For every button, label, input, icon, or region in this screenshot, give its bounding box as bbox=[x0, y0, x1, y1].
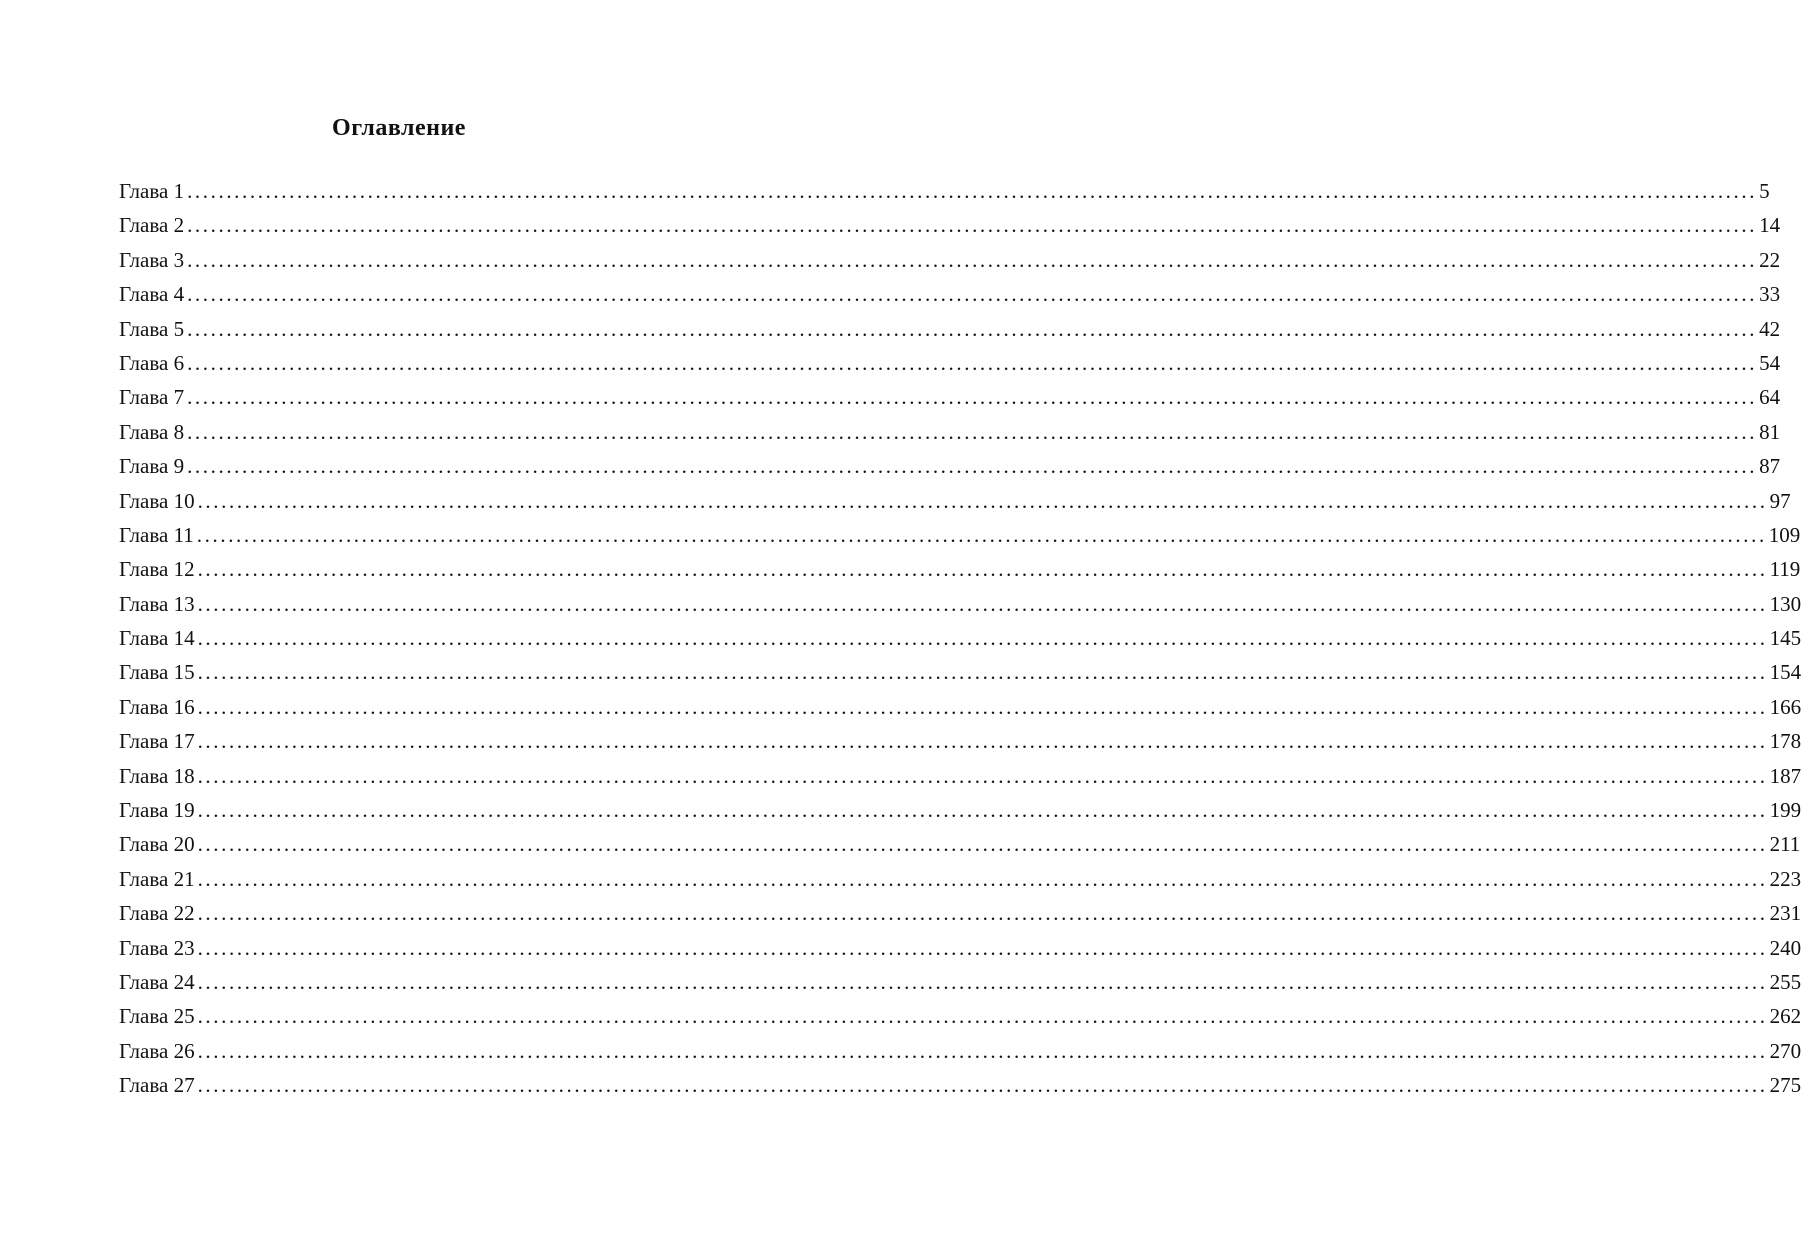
toc-entry[interactable] bbox=[119, 999, 1801, 1033]
toc-entry[interactable] bbox=[119, 965, 1801, 999]
toc-entry-page-number: 187 bbox=[1769, 763, 1801, 788]
toc-entry-page-number: 97 bbox=[1769, 488, 1791, 513]
toc-entry[interactable] bbox=[119, 518, 1801, 552]
toc-entry[interactable] bbox=[119, 552, 1801, 586]
toc-entry-label: Глава 12 bbox=[119, 557, 195, 582]
dot-leader: ........................................................................................................................................................................................................ bbox=[197, 1073, 1768, 1098]
toc-entry[interactable] bbox=[119, 759, 1801, 793]
toc-entry-page-number: 231 bbox=[1769, 901, 1801, 926]
toc-entry[interactable] bbox=[119, 621, 1801, 655]
toc-entry-page-number: 14 bbox=[1759, 213, 1781, 238]
toc-entry-label: Глава 16 bbox=[119, 694, 195, 719]
toc-entry-page-number: 130 bbox=[1769, 591, 1801, 616]
toc-entry[interactable] bbox=[119, 243, 1781, 277]
toc-entry-page-number: 211 bbox=[1769, 832, 1801, 857]
toc-entry-label: Глава 17 bbox=[119, 729, 195, 754]
toc-entry-page-number: 255 bbox=[1769, 969, 1801, 994]
dot-leader: ........................................................................................................................................................................................................ bbox=[187, 454, 1758, 479]
dot-leader: ........................................................................................................................................................................................................ bbox=[197, 660, 1768, 685]
toc-entry-label: Глава 7 bbox=[119, 385, 185, 410]
toc-entry-label: Глава 3 bbox=[119, 247, 185, 272]
dot-leader: ........................................................................................................................................................................................................ bbox=[187, 179, 1758, 203]
page-title: Оглавление bbox=[332, 115, 466, 141]
toc-entry[interactable] bbox=[119, 690, 1801, 724]
dot-leader: ........................................................................................................................................................................................................ bbox=[197, 1004, 1768, 1029]
dot-leader: ........................................................................................................................................................................................................ bbox=[187, 213, 1758, 238]
dot-leader: ........................................................................................................................................................................................................ bbox=[187, 247, 1758, 272]
toc-entry-page-number: 270 bbox=[1769, 1038, 1801, 1063]
toc-entry-label: Глава 13 bbox=[119, 591, 195, 616]
dot-leader: ........................................................................................................................................................................................................ bbox=[197, 626, 1768, 651]
toc-entry-page-number: 42 bbox=[1759, 316, 1781, 341]
toc-entry-page-number: 178 bbox=[1769, 729, 1801, 754]
toc-entry[interactable] bbox=[119, 931, 1801, 965]
toc-entry-page-number: 240 bbox=[1769, 935, 1801, 960]
dot-leader: ........................................................................................................................................................................................................ bbox=[197, 798, 1768, 823]
toc-entry-label: Глава 26 bbox=[119, 1038, 195, 1063]
toc-entry-page-number: 275 bbox=[1769, 1073, 1801, 1098]
dot-leader: ........................................................................................................................................................................................................ bbox=[197, 729, 1768, 754]
toc-entry[interactable] bbox=[119, 587, 1801, 621]
toc-entry[interactable] bbox=[119, 724, 1801, 758]
toc-entry-page-number: 199 bbox=[1769, 798, 1801, 823]
toc-entry-label: Глава 11 bbox=[119, 522, 194, 547]
dot-leader: ........................................................................................................................................................................................................ bbox=[197, 935, 1768, 960]
toc-entry-label: Глава 6 bbox=[119, 350, 185, 375]
toc-entry[interactable] bbox=[119, 277, 1781, 311]
toc-entry-page-number: 33 bbox=[1759, 282, 1781, 307]
dot-leader: ........................................................................................................................................................................................................ bbox=[197, 763, 1768, 788]
dot-leader: ........................................................................................................................................................................................................ bbox=[197, 1038, 1768, 1063]
toc-entry-label: Глава 15 bbox=[119, 660, 195, 685]
toc-entry[interactable] bbox=[119, 827, 1801, 861]
toc-entry-label: Глава 21 bbox=[119, 866, 195, 891]
dot-leader: ........................................................................................................................................................................................................ bbox=[197, 488, 1768, 513]
toc-entry-label: Глава 4 bbox=[119, 282, 185, 307]
toc-entry-label: Глава 19 bbox=[119, 798, 195, 823]
dot-leader: ........................................................................................................................................................................................................ bbox=[197, 694, 1768, 719]
toc-entry-page-number: 109 bbox=[1768, 522, 1801, 547]
toc-entry-page-number: 22 bbox=[1759, 247, 1781, 272]
toc-entry-page-number: 5 bbox=[1759, 179, 1770, 203]
toc-entry-page-number: 87 bbox=[1759, 454, 1781, 479]
toc-entry-label: Глава 24 bbox=[119, 969, 195, 994]
toc-entry[interactable] bbox=[119, 312, 1781, 346]
toc-entry[interactable] bbox=[119, 346, 1781, 380]
dot-leader: ........................................................................................................................................................................................................ bbox=[197, 969, 1768, 994]
toc-entry[interactable] bbox=[119, 449, 1781, 483]
toc-entry-label: Глава 1 bbox=[119, 179, 185, 203]
toc-entry-label: Глава 10 bbox=[119, 488, 195, 513]
dot-leader: ........................................................................................................................................................................................................ bbox=[197, 591, 1768, 616]
toc-entry-label: Глава 14 bbox=[119, 626, 195, 651]
toc-entry-page-number: 223 bbox=[1769, 866, 1801, 891]
toc-entry-label: Глава 18 bbox=[119, 763, 195, 788]
dot-leader: ........................................................................................................................................................................................................ bbox=[187, 385, 1758, 410]
toc-entry[interactable] bbox=[119, 655, 1801, 689]
toc-entry-page-number: 64 bbox=[1759, 385, 1781, 410]
toc-entry-label: Глава 8 bbox=[119, 419, 185, 444]
toc-entry-page-number: 81 bbox=[1759, 419, 1781, 444]
dot-leader: ........................................................................................................................................................................................................ bbox=[197, 832, 1768, 857]
toc-entry-label: Глава 9 bbox=[119, 454, 185, 479]
table-of-contents bbox=[119, 174, 1801, 1103]
toc-entry-page-number: 119 bbox=[1769, 557, 1801, 582]
dot-leader: ........................................................................................................................................................................................................ bbox=[197, 901, 1768, 926]
toc-entry-label: Глава 5 bbox=[119, 316, 185, 341]
toc-entry-page-number: 145 bbox=[1769, 626, 1801, 651]
toc-entry[interactable] bbox=[119, 208, 1781, 242]
toc-entry-page-number: 262 bbox=[1769, 1004, 1801, 1029]
toc-entry-page-number: 154 bbox=[1769, 660, 1801, 685]
toc-entry[interactable] bbox=[119, 862, 1801, 896]
toc-entry[interactable] bbox=[119, 793, 1801, 827]
dot-leader: ........................................................................................................................................................................................................ bbox=[196, 522, 1767, 547]
toc-entry-label: Глава 22 bbox=[119, 901, 195, 926]
toc-entry[interactable] bbox=[119, 484, 1791, 518]
dot-leader: ........................................................................................................................................................................................................ bbox=[197, 866, 1768, 891]
toc-entry-page-number: 54 bbox=[1759, 350, 1781, 375]
toc-entry-label: Глава 20 bbox=[119, 832, 195, 857]
toc-entry-label: Глава 25 bbox=[119, 1004, 195, 1029]
toc-entry[interactable] bbox=[119, 1034, 1801, 1068]
toc-entry[interactable] bbox=[119, 896, 1801, 930]
dot-leader: ........................................................................................................................................................................................................ bbox=[187, 316, 1758, 341]
toc-entry[interactable] bbox=[119, 1068, 1801, 1102]
dot-leader: ........................................................................................................................................................................................................ bbox=[187, 282, 1758, 307]
toc-entry-label: Глава 23 bbox=[119, 935, 195, 960]
toc-entry[interactable] bbox=[119, 174, 1770, 208]
toc-entry[interactable] bbox=[119, 415, 1781, 449]
toc-entry-page-number: 166 bbox=[1769, 694, 1801, 719]
dot-leader: ........................................................................................................................................................................................................ bbox=[187, 350, 1758, 375]
toc-entry-label: Глава 2 bbox=[119, 213, 185, 238]
dot-leader: ........................................................................................................................................................................................................ bbox=[187, 419, 1758, 444]
toc-entry[interactable] bbox=[119, 380, 1781, 414]
dot-leader: ........................................................................................................................................................................................................ bbox=[197, 557, 1768, 582]
toc-entry-label: Глава 27 bbox=[119, 1073, 195, 1098]
